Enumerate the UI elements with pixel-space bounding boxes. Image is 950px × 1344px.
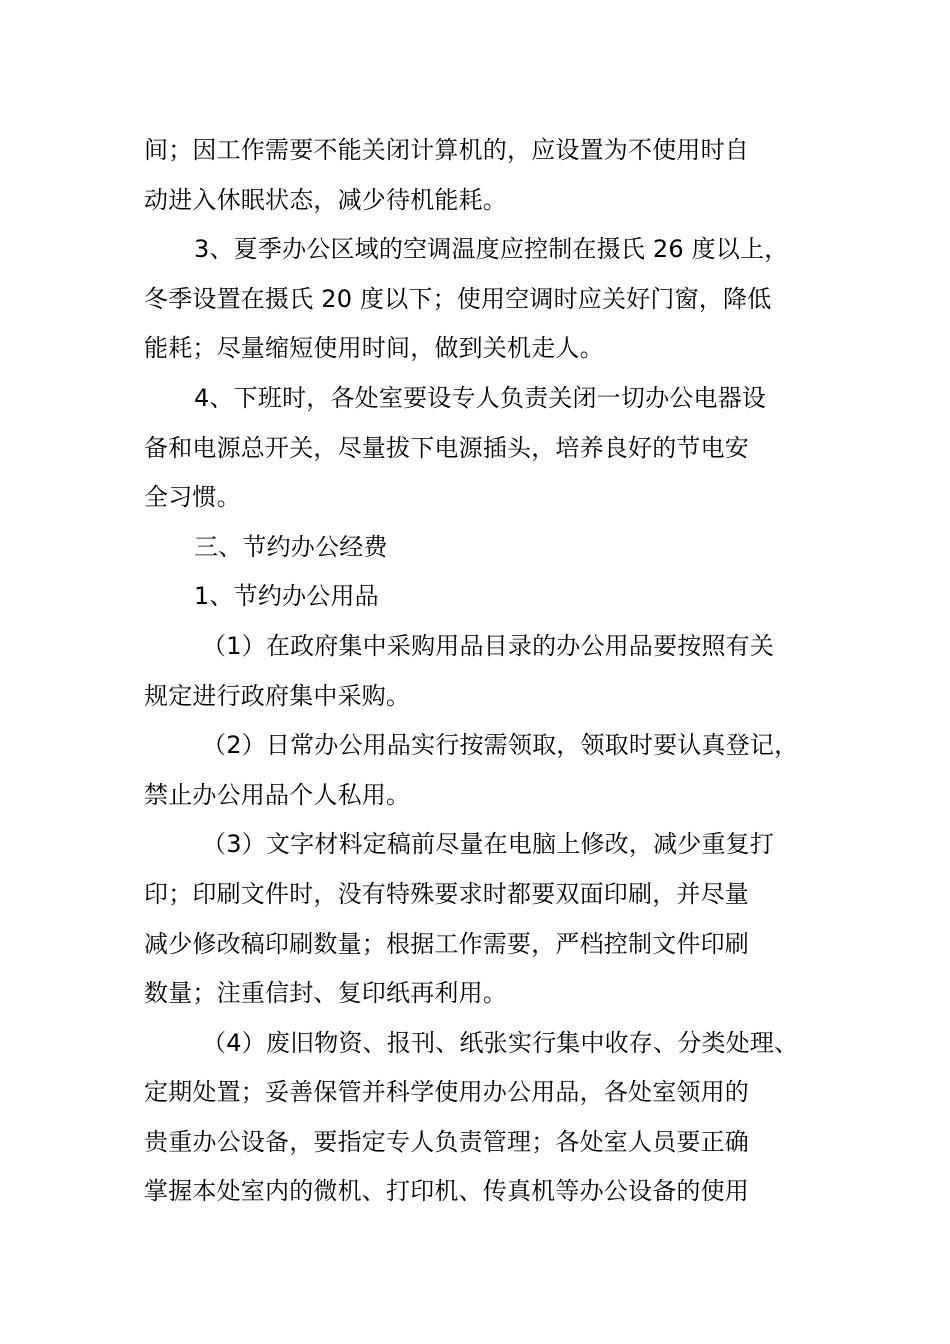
item-2-start: （2）日常办公用品实行按需领取，领取时要认真登记， — [202, 731, 799, 760]
item-4-start: （4）废旧物资、报刊、纸张实行集中收存、分类处理、 — [202, 1028, 799, 1057]
text-line: 禁止办公用品个人私用。 — [144, 780, 411, 809]
text-line: 印；印刷文件时，没有特殊要求时都要双面印刷，并尽量 — [144, 879, 749, 908]
text-line: 掌握本处室内的微机、打印机、传真机等办公设备的使用 — [144, 1177, 749, 1206]
document-page — [144, 126, 834, 1217]
text-line: 间；因工作需要不能关闭计算机的，应设置为不使用时自 — [144, 136, 749, 164]
text-line: 规定进行政府集中采购。 — [144, 681, 411, 710]
text-line: 定期处置；妥善保管并科学使用办公用品，各处室领用的 — [144, 1078, 749, 1107]
text-line: 冬季设置在摄氏 20 度以下；使用空调时应关好门窗，降低 — [144, 284, 772, 313]
text-line: 贵重办公设备，要指定专人负责管理；各处室人员要正确 — [144, 1127, 749, 1156]
item-3-start: （3）文字材料定稿前尽量在电脑上修改，减少重复打 — [202, 830, 775, 859]
subsection-heading: 1、节约办公用品 — [194, 582, 379, 611]
text-line: 减少修改稿印刷数量；根据工作需要，严档控制文件印刷 — [144, 929, 749, 958]
text-line: 动进入休眠状态，减少待机能耗。 — [144, 185, 507, 214]
text-line: 能耗；尽量缩短使用时间，做到关机走人。 — [144, 334, 604, 363]
text-line: 数量；注重信封、复印纸再利用。 — [144, 979, 507, 1008]
text-line: 全习惯。 — [144, 483, 241, 512]
item-1-start: （1）在政府集中采购用品目录的办公用品要按照有关 — [202, 631, 775, 660]
paragraph-4-start: 4、下班时，各处室要设专人负责关闭一切办公电器设 — [194, 383, 767, 412]
text-line: 备和电源总开关，尽量拔下电源插头，培养良好的节电安 — [144, 433, 749, 462]
paragraph-3-start: 3、夏季办公区域的空调温度应控制在摄氏 26 度以上， — [194, 235, 789, 264]
section-heading: 三、节约办公经费 — [194, 532, 388, 561]
